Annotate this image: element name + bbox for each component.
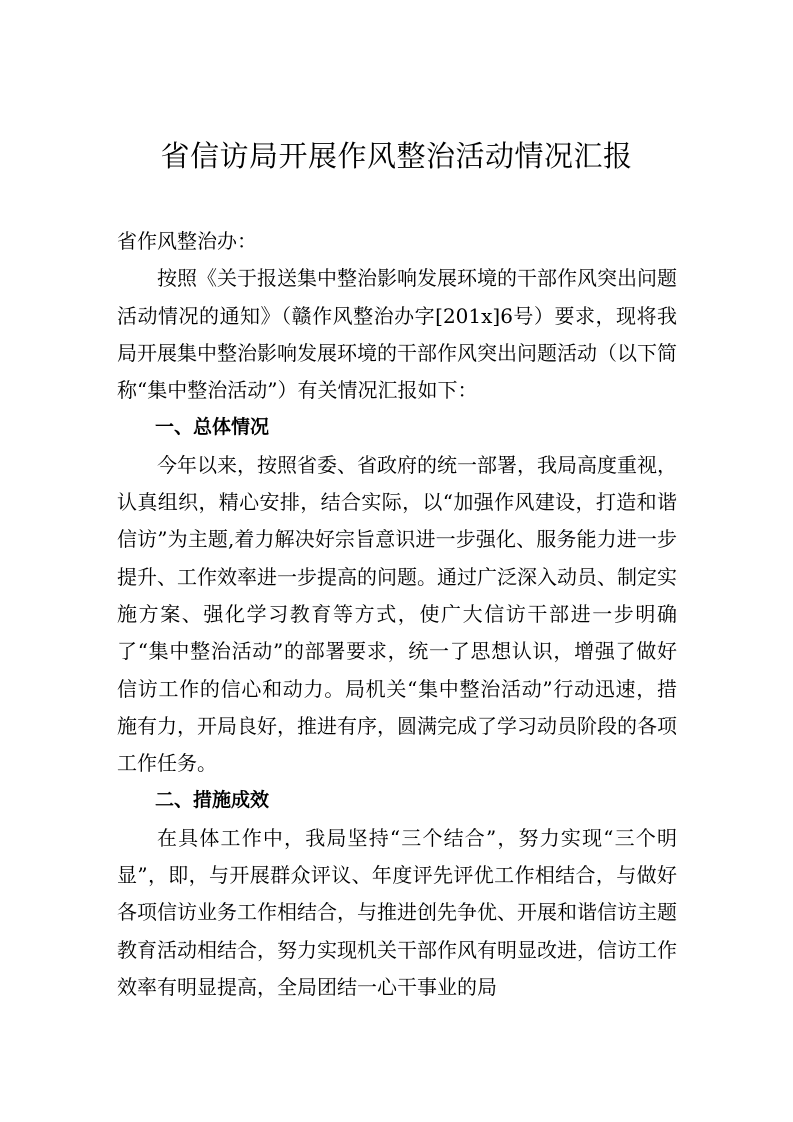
- intro-paragraph: 按照《关于报送集中整治影响发展环境的干部作风突出问题活动情况的通知》（赣作风整治办字[201x]6号）要求，现将我局开展集中整治影响发展环境的干部作风突出问题活动（以下简称“集中整治活动”）有关情况汇报如下：: [117, 266, 677, 403]
- measures-paragraph: 在具体工作中，我局坚持“三个结合”，努力实现“三个明显”，即，与开展群众评议、年度评先评优工作相结合，与做好各项信访业务工作相结合，与推进创先争优、开展和谐信访主题教育活动相结合，努力实现机关干部作风有明显改进，信访工作效率有明显提高，全局团结一心干事业的局: [117, 825, 677, 999]
- overview-paragraph: 今年以来，按照省委、省政府的统一部署，我局高度重视，认真组织，精心安排，结合实际，以“加强作风建设，打造和谐信访”为主题,着力解决好宗旨意识进一步强化、服务能力进一步提升、工作效率进一步提高的问题。通过广泛深入动员、制定实施方案、强化学习教育等方式，使广大信访干部进一步明确了“集中整治活动”的部署要求，统一了思想认识，增强了做好信访工作的信心和动力。局机关“集中整治活动”行动迅速，措施有力，开局良好，推进有序，圆满完成了学习动员阶段的各项工作任务。: [117, 452, 677, 776]
- document-title: 省信访局开展作风整治活动情况汇报: [160, 139, 633, 173]
- section-heading-overview: 一、总体情况: [155, 416, 270, 439]
- section-heading-measures: 二、措施成效: [155, 789, 270, 812]
- document-body: [117, 223, 677, 1006]
- salutation: 省作风整治办：: [117, 229, 257, 253]
